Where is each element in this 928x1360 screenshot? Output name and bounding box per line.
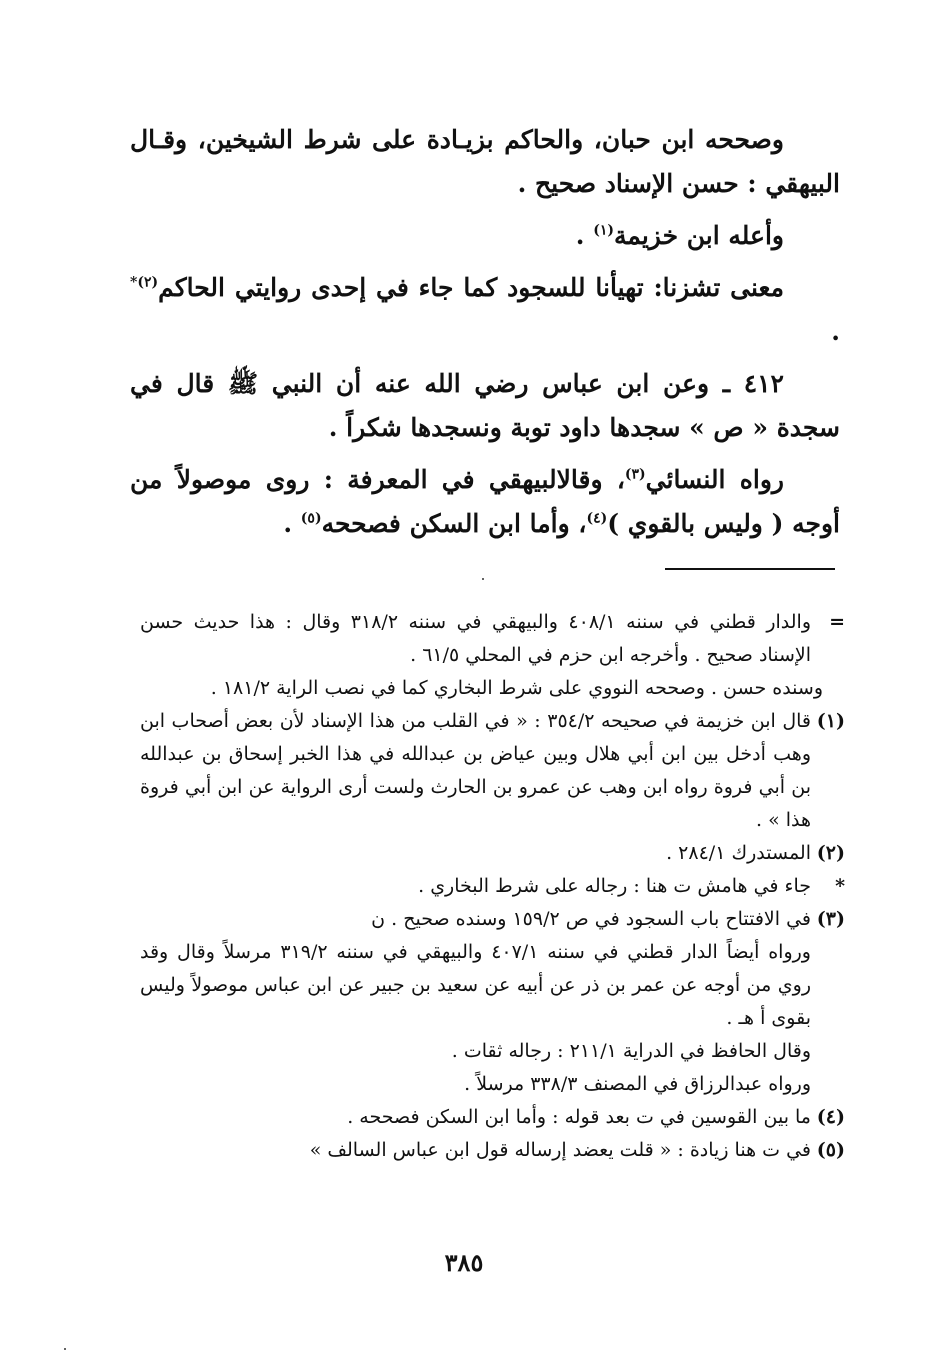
footnote-1 — [140, 705, 845, 837]
footnote-3-a — [140, 936, 845, 1035]
footnote-carryover-2-text: وسنده حسن . وصححه النووي على شرط البخاري كما في نصب الراية ١٨١/٢ . — [210, 677, 823, 699]
footnote-3-c — [140, 1068, 845, 1101]
footnote-carryover-marker: = — [829, 611, 845, 633]
scan-speck — [482, 578, 484, 580]
footnote-carryover-2 — [140, 672, 845, 705]
footnote-separator — [665, 568, 835, 570]
footnote-star-marker: * — [835, 875, 845, 897]
hadith-412-text: ٤١٢ ـ وعن ابن عباس رضي الله عنه أن النبي ﷺ قال في سجدة « ص » سجدها داود توبة ونسجدها شكراً . — [130, 369, 840, 442]
footnote-5 — [140, 1134, 845, 1167]
footnote-5-marker: (٥) — [816, 1139, 845, 1161]
footnote-ref-1[interactable]: (١) — [593, 222, 614, 239]
footnote-ref-4[interactable]: (٤) — [586, 510, 608, 527]
footnote-4-text: ما بين القوسين في ت بعد قوله : وأما ابن السكن فصححه . — [347, 1106, 811, 1128]
footnote-ref-3[interactable]: (٣) — [624, 466, 646, 483]
paragraph-5-part-c: ، وأما ابن السكن فصححه — [321, 509, 587, 538]
footnote-1-marker: (١) — [816, 710, 846, 732]
footnote-3-marker: (٣) — [816, 908, 845, 930]
footnote-ref-5[interactable]: (٥) — [300, 510, 322, 527]
paragraph-3-text: معنى تشزنا: تهيأنا للسجود كما جاء في إحدى روايتي الحاكم — [158, 273, 784, 302]
paragraph-5 — [130, 458, 840, 546]
paragraph-2-end: . — [575, 221, 594, 250]
footnote-5-text: في ت هنا زيادة : « قلت يعضد إرساله قول ابن عباس السالف » — [309, 1139, 811, 1161]
footnote-2 — [140, 837, 845, 870]
footnote-4 — [140, 1101, 845, 1134]
paragraph-1-text: وصححه ابن حبان، والحاكم بزيـادة على شرط الشيخين، وقـال البيهقي : حسن الإسناد صحيح . — [130, 125, 840, 198]
paragraph-2-text: وأعله ابن خزيمة — [613, 221, 784, 250]
footnote-3-b-text: وقال الحافظ في الدراية ٢١١/١ : رجاله ثقات . — [451, 1040, 811, 1062]
paragraph-3-end: . — [831, 317, 840, 346]
footnote-3-text: في الافتتاح باب السجود في ص ١٥٩/٢ وسنده صحيح . ن — [371, 908, 811, 930]
footnote-4-marker: (٤) — [816, 1106, 845, 1128]
paragraph-5-part-b: ، وقالالبيهقي في المعرفة : روى موصولاً من أوجه ( وليس بالقوي ) — [130, 465, 840, 538]
paragraph-3 — [130, 266, 840, 354]
footnote-carryover-text: والدار قطني في سننه ٤٠٨/١ والبيهقي في سننه ٣١٨/٢ وقال : هذا حديث حسن الإسناد صحيح . وأخرجه ابن حزم في المحلي ٦١/٥ . — [140, 611, 811, 666]
paragraph-5-part-a: رواه النسائي — [645, 465, 784, 494]
footnote-3 — [140, 903, 845, 936]
paragraph-2 — [130, 214, 840, 258]
footnote-ref-2[interactable]: (٢)* — [130, 274, 159, 291]
footnote-carryover — [140, 606, 845, 672]
main-text — [130, 118, 840, 546]
footnotes — [140, 606, 845, 1167]
footnote-2-marker: (٢) — [816, 842, 845, 864]
paragraph-5-end: . — [283, 509, 301, 538]
footnote-1-text: قال ابن خزيمة في صحيحه ٣٥٤/٢ : « في القلب من هذا الإسناد لأن بعض أصحاب ابن وهب أدخل بين ابن أبي هلال وبين عياض بن عبدالله في هذا الخبر إسحاق بن عبدالله بن أبي فروة رواه ابن وهب عن عمرو بن الحارث ولست أرى الرواية عن ابن أبي فروة هذا » . — [140, 710, 812, 831]
footnote-3-b — [140, 1035, 845, 1068]
footnote-3-a-text: ورواه أيضاً الدار قطني في سننه ٤٠٧/١ والبيهقي في سننه ٣١٩/٢ مرسلاً وقال وقد روي من أوجه عن عمر بن ذر عن أبيه عن سعيد بن جبير عن ابن عباس موصولاً وليس بقوى أ هـ . — [140, 941, 811, 1029]
paragraph-1 — [130, 118, 840, 206]
footnote-3-c-text: ورواه عبدالرزاق في المصنف ٣٣٨/٣ مرسلاً . — [464, 1073, 811, 1095]
hadith-412 — [130, 362, 840, 450]
footnote-star-text: جاء في هامش ت هنا : رجاله على شرط البخاري . — [418, 875, 811, 897]
page-number: ٣٨٥ — [444, 1248, 484, 1277]
footnote-star — [140, 870, 845, 903]
scan-speck — [64, 1348, 66, 1350]
footnote-2-text: المستدرك ٢٨٤/١ . — [666, 842, 811, 864]
